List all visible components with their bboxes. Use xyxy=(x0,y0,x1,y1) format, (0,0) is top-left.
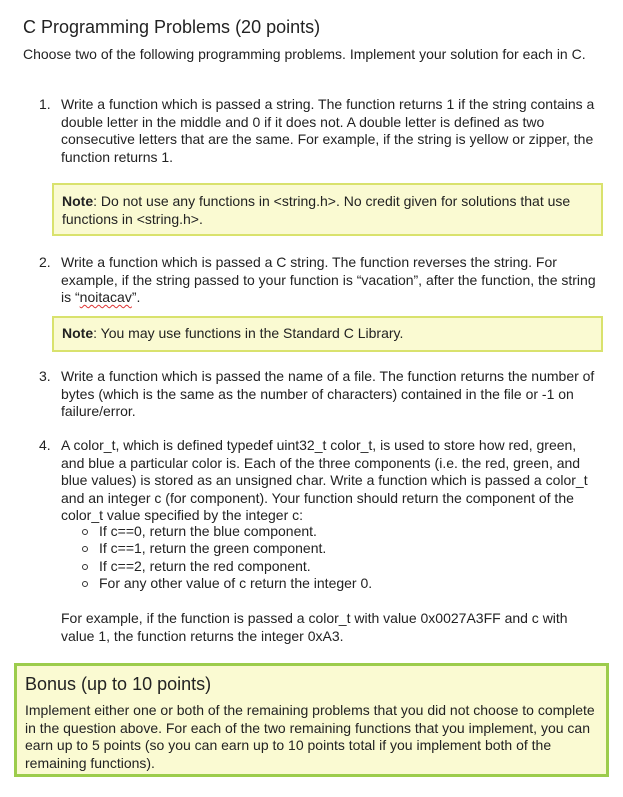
spellcheck-flagged-word: noitacav xyxy=(79,289,132,305)
problem-text: Write a function which is passed a string. The function returns 1 if the string contains a double letter in the middle and 0 if it does not. A double letter is defined as two consecutive letters that are the same. For example, if the string is yellow or zipper, the function returns 1. xyxy=(61,96,595,165)
problem-text-before: Write a function which is passed a C string. The function reverses the string. For example, if the string passed to your function is “vacation”, after the function, the string is “ xyxy=(61,254,596,305)
problem-number: 4. xyxy=(39,437,51,453)
bullet-icon xyxy=(82,529,88,535)
problem-4-example: For example, if the function is passed a color_t with value 0x0027A3FF and c with value 1, the function returns the integer 0xA3. xyxy=(61,610,568,644)
subitem: For any other value of c return the integer 0. xyxy=(99,575,373,591)
note-label: Note xyxy=(62,193,94,209)
problem-text-after: ”. xyxy=(131,289,141,305)
problem-1 xyxy=(39,96,601,166)
bonus-box xyxy=(14,663,609,777)
bullet-icon xyxy=(82,581,88,587)
problem-number: 2. xyxy=(39,254,51,270)
note-text: : You may use functions in the Standard C Library. xyxy=(93,325,404,341)
bullet-icon xyxy=(82,546,88,552)
subitem: If c==2, return the red component. xyxy=(99,558,311,574)
problem-2-note xyxy=(52,316,603,352)
problem-text: A color_t, which is defined typedef uint32_t color_t, is used to store how red, green, and blue a particular color is. Each of the three components (i.e. the red, green, and blue values) is stored as an unsigned char. Write a function which is passed a color_t and an integer c (for component). Your function should return the component of the color_t value specified by the integer c: xyxy=(61,437,588,523)
note-text: : Do not use any functions in <string.h>. No credit given for solutions that use functions in <string.h>. xyxy=(62,193,571,227)
problem-text: Write a function which is passed the name of a file. The function returns the number of bytes (which is the same as the number of characters) contained in the file or -1 on failure/error. xyxy=(61,368,595,419)
bonus-text: Implement either one or both of the remaining problems that you did not choose to complete in the question above. For each of the two remaining functions that you implement, you can earn up to 5 points (so you can earn up to 10 points total if you implement both of the remaining functions). xyxy=(25,702,595,771)
page-title: C Programming Problems (20 points) xyxy=(23,17,321,37)
problem-2 xyxy=(39,254,601,307)
problem-1-note xyxy=(52,183,603,236)
bullet-icon xyxy=(82,564,88,570)
problem-4 xyxy=(39,437,601,525)
problem-number: 1. xyxy=(39,96,51,112)
subitem: If c==0, return the blue component. xyxy=(99,523,317,539)
problem-3 xyxy=(39,368,601,421)
intro-paragraph: Choose two of the following programming problems. Implement your solution for each in C. xyxy=(23,46,586,62)
bonus-title: Bonus (up to 10 points) xyxy=(25,674,212,694)
note-label: Note xyxy=(62,325,94,341)
problem-number: 3. xyxy=(39,368,51,384)
subitem: If c==1, return the green component. xyxy=(99,540,327,556)
